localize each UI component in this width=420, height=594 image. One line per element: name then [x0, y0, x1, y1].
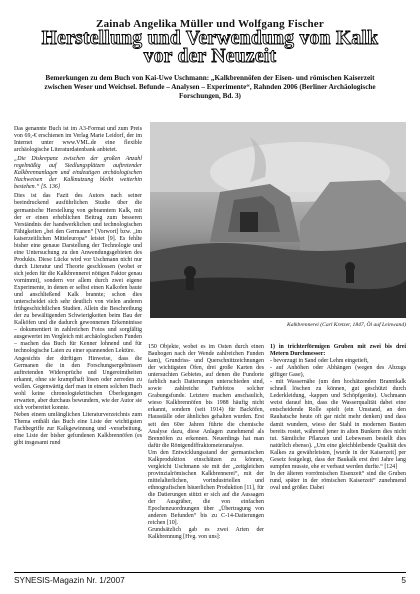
paragraph: Neben einem umfänglichen Literaturverzeichnis zum Thema enthält das Buch eine Liste der wichtigsten Fachbegriffe zur Kalkgewinnung und -verarbeitung, eine Liste der bisher gefundenen Kalkbrennöfen (es gibt insgesamt rund: [14, 411, 142, 447]
paragraph: - mit Wassernähe (um den hochätzenden Branntkalk schnell löschen zu können, gut geschützt durch Lederkleidung, -kappen und Schöpfgeräte). Uschmann weist darauf hin, dass die Wasserqualität dabei eine entscheidende Rolle spielt (ein Umstand, an den Rauhatsche heute oft gar nicht mehr denken) und dass damit wundern, wieso der Stahl in modernen Bauten bereits rostet, während jener in alten Bunkern dies nicht tut. Sämtliche Pflanzen und Lebewesen bestellt dies natürlich ebenso). „Um eine gleichbleibende Qualität des Kalkes zu gewährleisten, [wurde in der Kaiserzeit] per Gesetz festgelegt, dass der Baukalk erst drei Jahre lang sumpfen musste, ehe er verbaut werden durfte.“ [124]: [270, 379, 406, 470]
paragraph: Um den Entwicklungsstand der germanischen Kalkproduktion einschätzen zu können, vergleicht Uschmann sie mit der „zeitgleichen provinzialrömischen Kalkbrennerei“, mit der mittelalterlichen, vorindustriellen und ethnografischen bäuerlichen Produktion [11], für die Datierungen stützt er sich auf die Aussagen der Ausgräber, die von einfachen Epochenzuordnungen über „Übertragung von anderen Befunden“ bis zu C-14-Datierungen reichen [10].: [148, 449, 264, 527]
magazine-footer: SYNESIS-Magazin Nr. 1/2007: [14, 575, 125, 585]
title-line-1: Herstellung und Verwendung von Kalk: [41, 28, 379, 49]
kiln-painting-illustration: [150, 122, 406, 318]
article-title: [0, 30, 420, 66]
paragraph: Angesichts der dürftigen Hinweise, dass die Germanen die in den Forschungsergebnissen auftretenden Widersprüche und Ungereimtheiten erkannt, ohne sie krampfhaft lösen oder zerreden zu wollen. Gegenwärtig darf man in einem solchen Buch wohl keine chronologiekritischen Überlegungen erwarten, aber durchaus bewundern, wie der Autor sie sich vorbereitet konnte.: [14, 355, 142, 411]
paragraph: Das genannte Buch ist im A3-Format und zum Preis von 69,-€ erschienen im Verlag Marie Leidorf, der im Internet unter www.VML.de eine flexible archäologische Literaturdatenbank anbietet.: [14, 126, 142, 154]
pull-quote: „Die Diskrepanz zwischen der großen Anzahl regelmäßig auf Siedlungsplätzen auftretender Kalkbrennanlagen und eindeutigen archäologischen Nachweisen der Kalknutzung bleibt weiterhin bestehen.“ [S. 136]: [14, 156, 142, 191]
paragraph: - bevorzugt in Sand oder Lehm eingetieft,: [270, 358, 369, 365]
paragraph: Grundsätzlich gab es zwei Arten der Kalkbrennung [Hvg. von uns]:: [148, 527, 264, 541]
page-number: 5: [401, 575, 406, 585]
footer-rule: [14, 572, 406, 573]
painting-image: [150, 122, 406, 318]
paragraph: 150 Objekte, wobei es im Osten durch einen Baubogen nach der Wende zahlreichen Funden kam), Grundriss- und Querschnittzeichnungen der wichtigsten Öfen, drei große Karten des untersuchten Gebietes, auf denen die Fundorte farblich nach Datierungen unterschieden sind, sowie zahlreiche Farbfotos solcher Grabungsfunde. Letztere machen anschaulich, wieso Kalkbrennöfen bis 1988 häufig nicht erkannt, sondern (seit 1914) für Backöfen, Hausställe oder ähnliches gehalten wurden. Erst seit den 60er Jahren führte die chemische Analyse dazu, diese Anlagen zunehmend als Brennöfen zu erkennen. Neuerdings hat man dafür die Röntgendiffraktometeranalyse.: [148, 344, 264, 449]
paragraph: In der älteren vorrömischen Eisenzeit“ sind die Gruben rund, später in der römischen Kaiserzeit“ zunehmend oval und größer. Dabei: [270, 470, 406, 491]
text-column-3: [270, 344, 406, 492]
paragraph: - auf Anhöhen oder Abhängen (wegen des Abzugs giftiger Gase),: [270, 365, 406, 379]
paragraph: 1) in trichterförmigen Gruben mit zwei bis drei Metern Durchmesser:: [270, 344, 406, 358]
image-caption: Kalkbrennerei (Carl Kretzer, 1847, Öl auf Leinwand): [286, 322, 406, 328]
paragraph: Dies ist das Fazit des Autors nach seiner beeindruckend ausführlichen Studie über die germanische Herstellung von gebranntem Kalk, mit der er einen erheblichen Beitrag zum besseren Verständnis der handwerklichen und technologischen Fähigkeiten „bei den Germanen“ [Vorwort] bzw. „im kaiserzeitlichen Mitteleuropa“ leistet [9]. Es fehlte bisher eine genaue Darstellung der Technologie und eine Untersuchung zu den Anwendungsgebieten des Produkts. Diese Lücke wird vor Uschmann nicht nur durch Literatur und Theorie geschlossen (wobei er sich jeden für die Kalkbrennerei nötigen Faktor genau vornimmt), sondern vor allem durch zwei eigene Experimente, in denen er selbst einen Kalkofen baute und anschließend Kalk brannte; schon dies unterscheidet sich sehr deutlich von vielen anderen frühgeschichtlichen Studien. Allein die Beschreibung der zu bewältigenden Schwierigkeiten beim Bau der Kalköfen und die dadurch gewonnenen Erkenntnisse – dokumentiert in zahlreichen Fotos und sorgfältig ausgewertet im Vergleich mit archäologischen Funden – machen das Buch für Kenner lohnend und für technologische Laien zu einer spannenden Lektüre.: [14, 193, 142, 355]
text-column-1: [14, 126, 142, 447]
title-line-2: vor der Neuzeit: [143, 46, 277, 67]
article-subtitle: Bemerkungen zu dem Buch von Kai-Uwe Uschmann: „Kalkbrennöfen der Eisen- und römischen Kaiserzeit zwischen Weser und Weichsel. Befunde – Analysen – Experimente“, Rahnden 2006 (Berliner Archäologische Forschungen, Bd. 3): [44, 74, 376, 101]
text-column-2: [148, 344, 264, 541]
author-line: Zainab Angelika Müller und Wolfgang Fischer: [96, 18, 324, 30]
